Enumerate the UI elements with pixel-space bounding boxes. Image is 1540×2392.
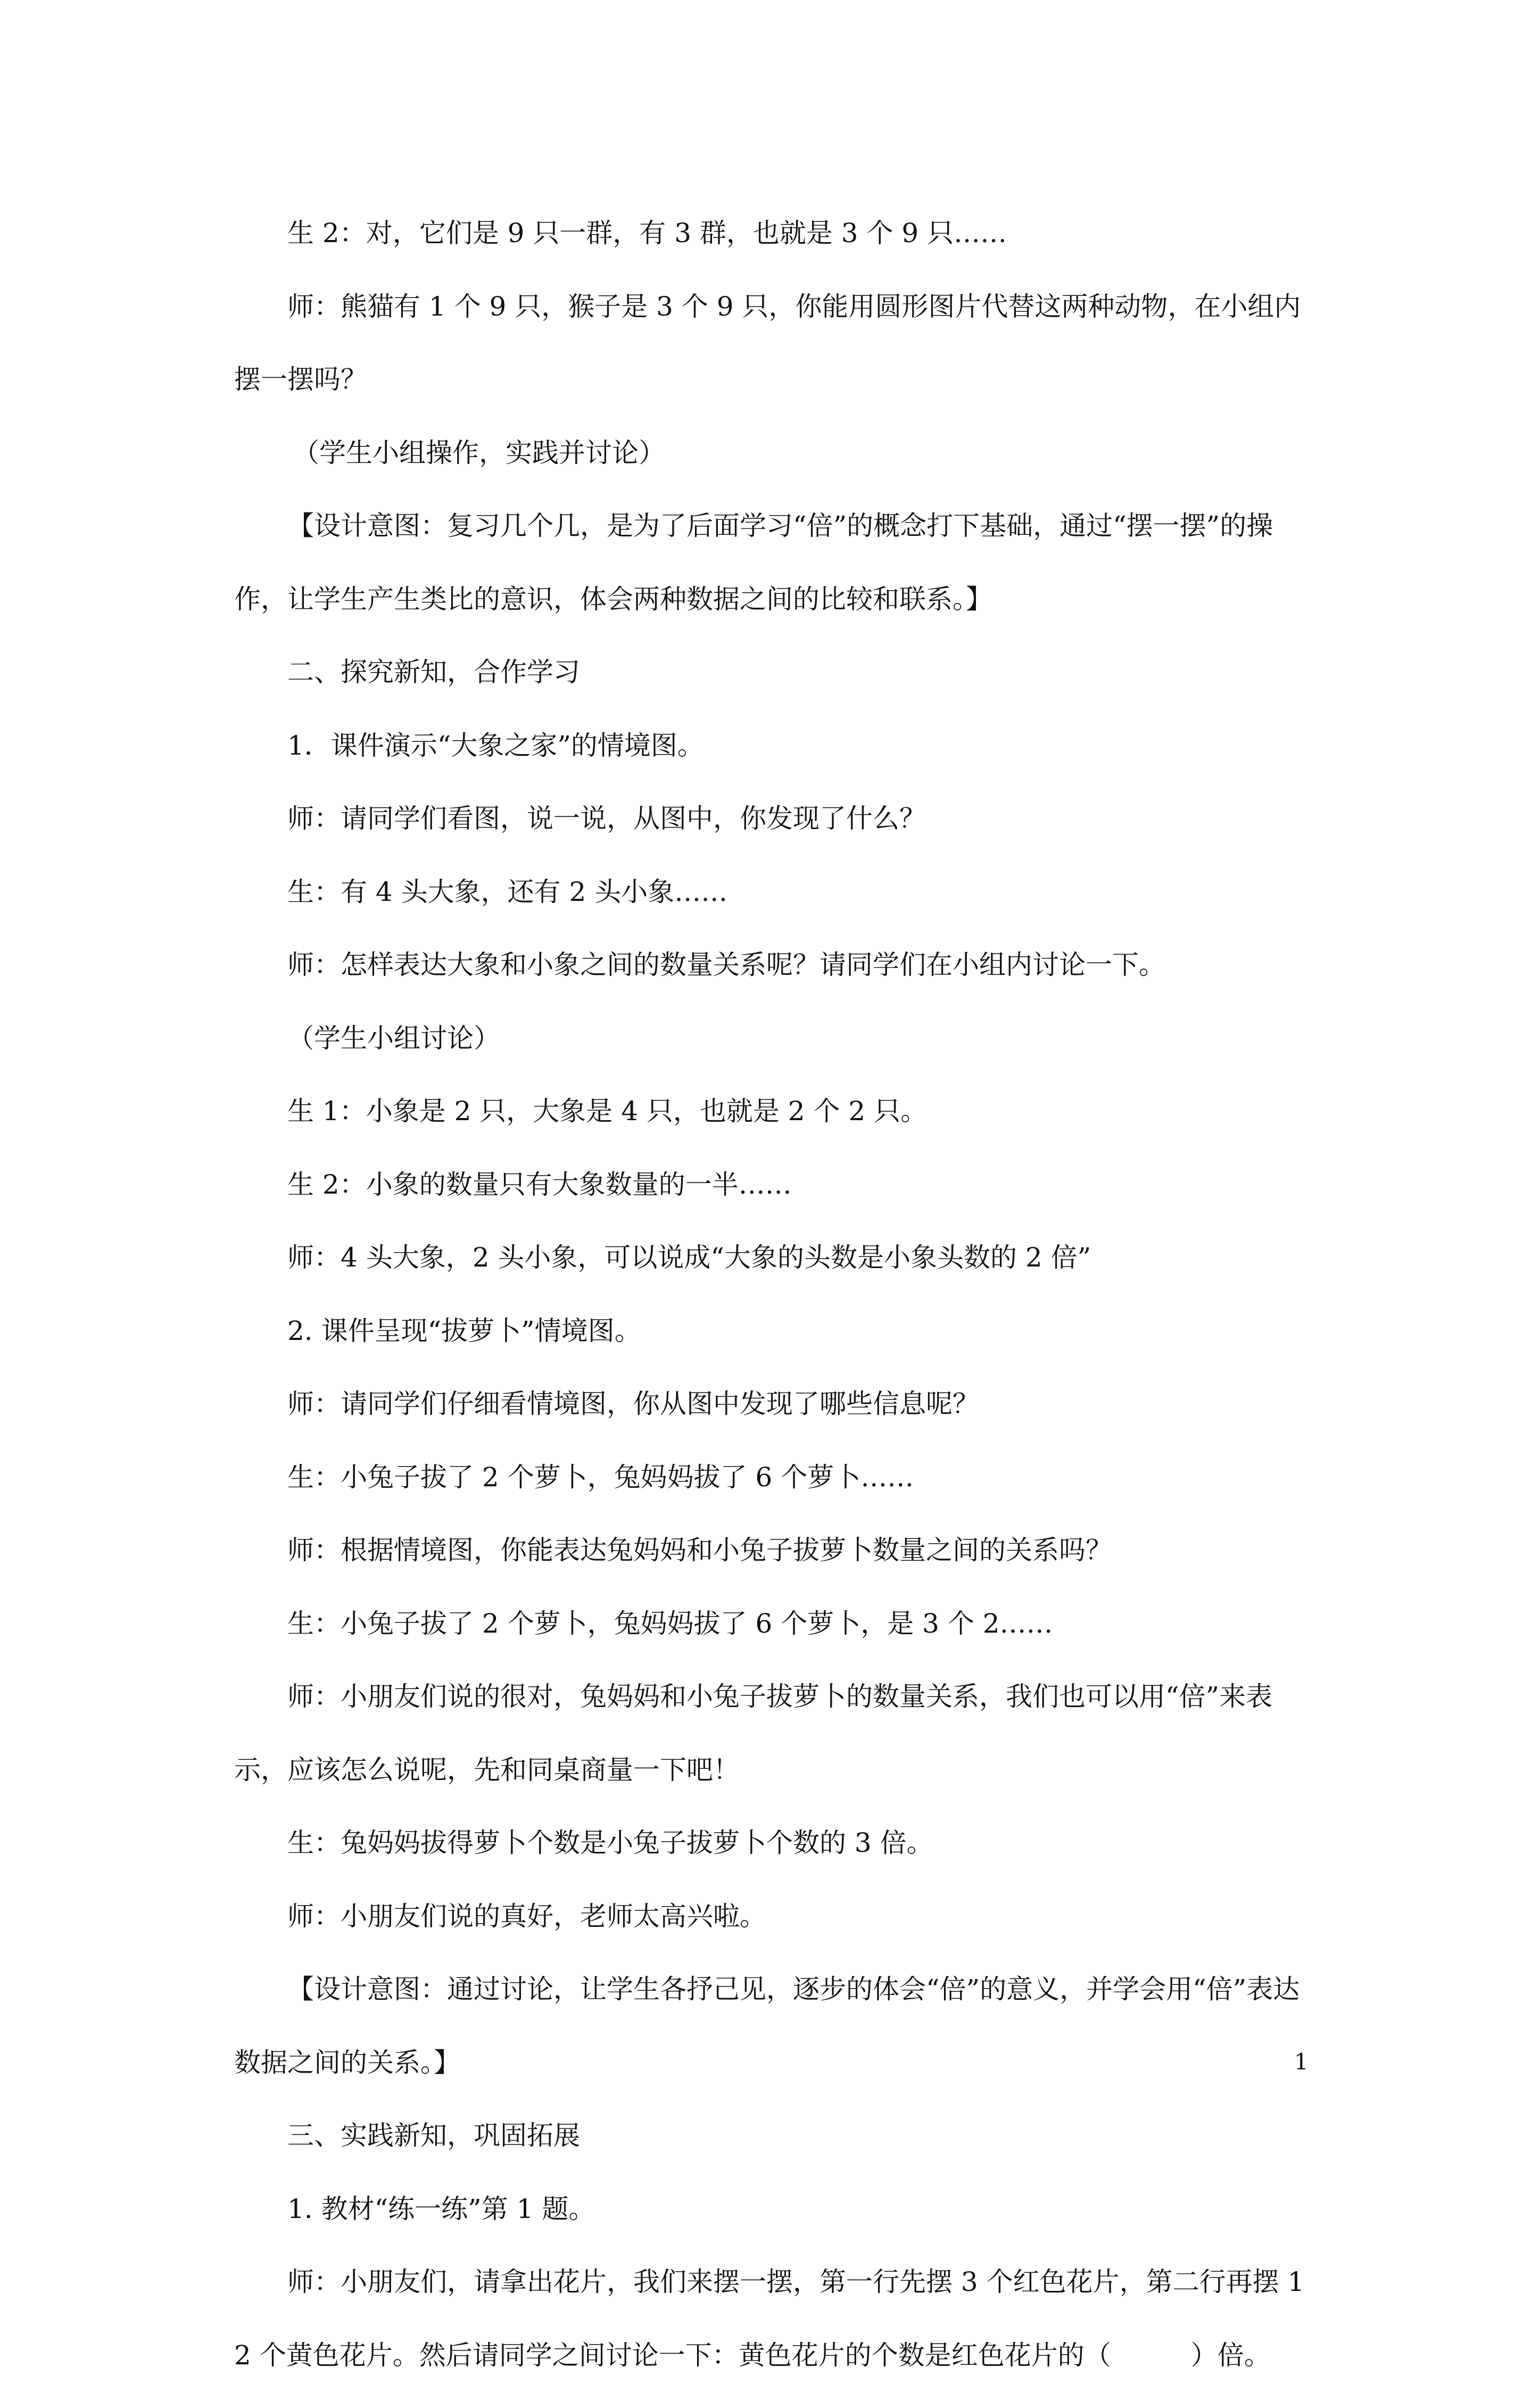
dialogue-teacher: 师：怎样表达大象和小象之间的数量关系呢？请同学们在小组内讨论一下。 (287, 949, 1165, 980)
stage-direction: （学生小组讨论） (287, 1022, 500, 1054)
dialogue-student: 生：有 4 头大象，还有 2 头小象…… (287, 876, 728, 907)
document-body (234, 197, 1320, 2392)
dialogue-teacher: 师：请同学们看图，说一说，从图中，你发现了什么？ (287, 803, 926, 834)
dialogue-teacher: 师：请同学们仔细看情境图，你从图中发现了哪些信息呢？ (287, 1388, 979, 1419)
section-heading: 三、实践新知，巩固拓展 (287, 2120, 580, 2151)
design-intent-note: 【设计意图：复习几个几，是为了后面学习“倍”的概念打下基础，通过“摆一摆”的操作，让学生产生类比的意识，体会两种数据之间的比较和联系。】 (234, 510, 1273, 615)
dialogue-teacher: 师：熊猫有 1 个 9 只，猴子是 3 个 9 只，你能用圆形图片代替这两种动物，在小组内摆一摆吗？ (234, 291, 1301, 395)
dialogue-teacher: 师：4 头大象，2 头小象，可以说成“大象的头数是小象头数的 2 倍” (287, 1242, 1091, 1273)
dialogue-student-2: 生 2：小象的数量只有大象数量的一半…… (287, 1169, 792, 1200)
subsection-item: 2. 课件呈现“拔萝卜”情境图。 (287, 1315, 641, 1346)
dialogue-student-2: 生 2：对，它们是 9 只一群，有 3 群，也就是 3 个 9 只…… (287, 218, 1007, 249)
dialogue-teacher: 师：小朋友们，请拿出花片，我们来摆一摆，第一行先摆 3 个红色花片，第二行再摆 12 个黄色花片。然后请同学之间讨论一下：黄色花片的个数是红色花片的（ ）倍。 (234, 2266, 1305, 2371)
dialogue-teacher: 师：小朋友们说的很对，兔妈妈和小兔子拔萝卜的数量关系，我们也可以用“倍”来表示，应该怎么说呢，先和同桌商量一下吧！ (234, 1681, 1273, 1785)
dialogue-student: 生：小兔子拔了 2 个萝卜，兔妈妈拔了 6 个萝卜，是 3 个 2…… (287, 1608, 1053, 1639)
dialogue-student: 生：兔妈妈拔得萝卜个数是小兔子拔萝卜个数的 3 倍。 (287, 1827, 933, 1858)
dialogue-student: 生：小兔子拔了 2 个萝卜，兔妈妈拔了 6 个萝卜…… (287, 1461, 914, 1493)
subsection-item: 1．课件演示“大象之家”的情境图。 (287, 730, 704, 761)
subsection-item: 1. 教材“练一练”第 1 题。 (287, 2193, 595, 2224)
dialogue-teacher: 师：小朋友们说的真好，老师太高兴啦。 (287, 1900, 766, 1932)
dialogue-teacher: 师：根据情境图，你能表达兔妈妈和小兔子拔萝卜数量之间的关系吗？ (287, 1535, 1112, 1566)
dialogue-student-1: 生 1：小象是 2 只，大象是 4 只，也就是 2 个 2 只。 (287, 1096, 928, 1127)
section-heading: 二、探究新知，合作学习 (287, 657, 580, 688)
design-intent-note: 【设计意图：通过讨论，让学生各抒己见，逐步的体会“倍”的意义，并学会用“倍”表达数据之间的关系。】 (234, 1974, 1300, 2078)
stage-direction: （学生小组操作，实践并讨论） (293, 437, 665, 468)
page-number: 1 (1294, 2049, 1309, 2075)
